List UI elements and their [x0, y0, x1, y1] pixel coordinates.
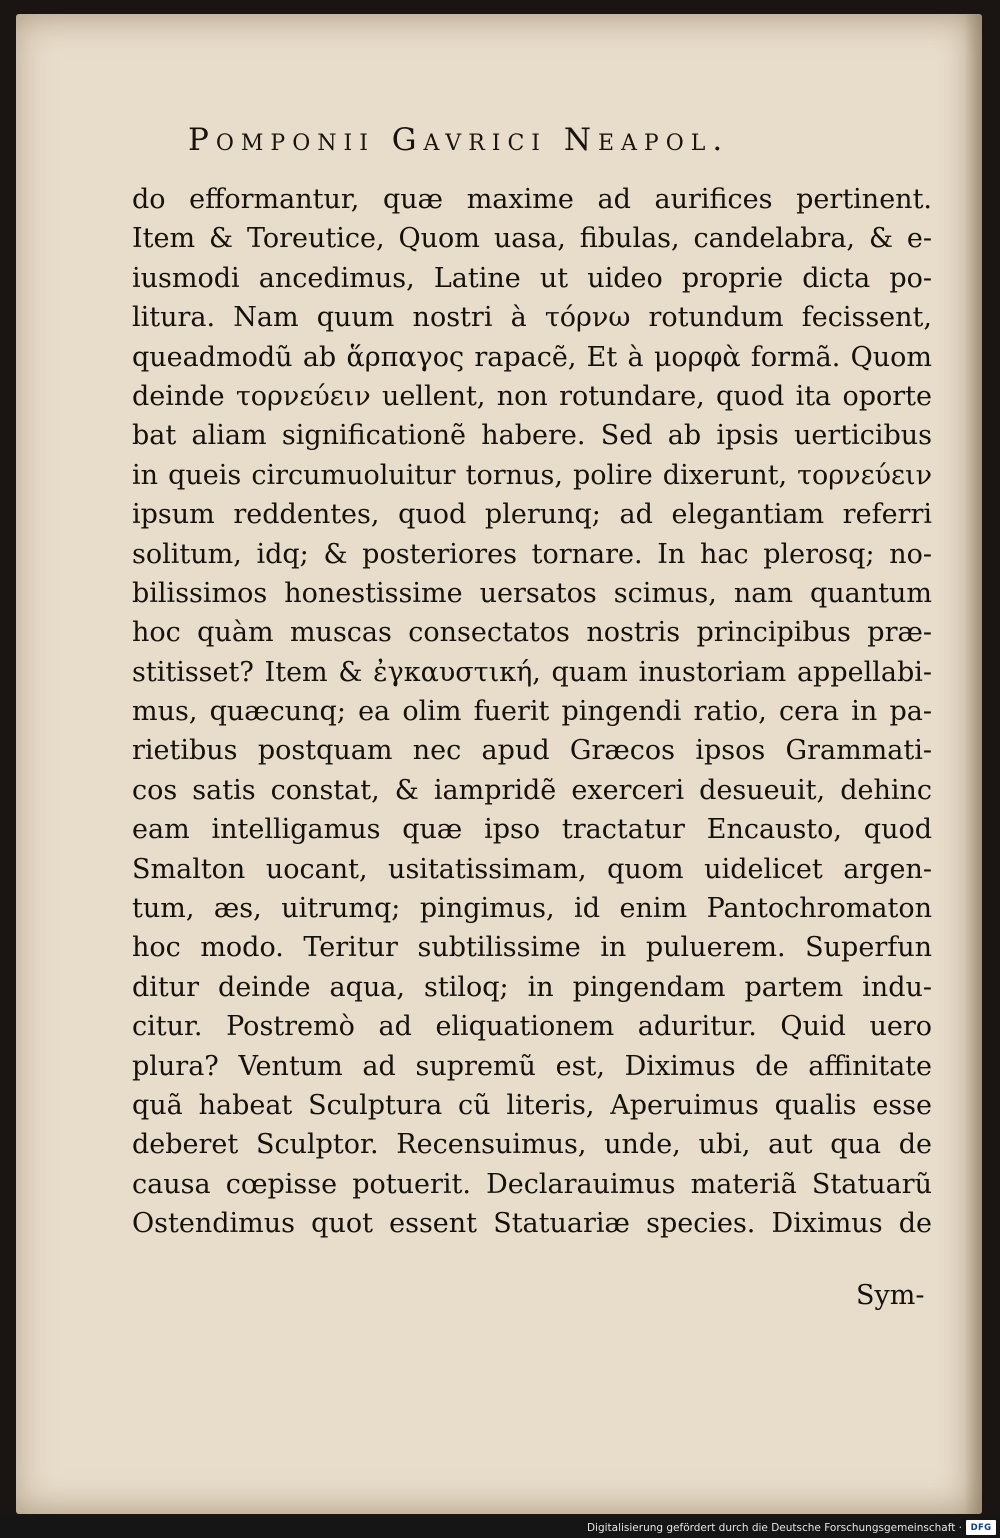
page-edge-shadow	[964, 14, 982, 1514]
text-line: queadmodũ ab ἅρπαγος rapacẽ, Et à μορφὰ formã. Quom	[132, 341, 932, 373]
text-line: iusmodi ancedimus, Latine ut uideo proprie dicta po-	[132, 262, 932, 294]
text-line: in queis circumuoluitur tornus, polire dixerunt, τορνεύειν	[132, 459, 932, 491]
footer-bar	[0, 1516, 1000, 1538]
text-block	[132, 180, 932, 1244]
text-line: litura. Nam quum nostri à τόρνω rotundum fecissent,	[132, 302, 932, 334]
text-line: do efformantur, quæ maxime ad aurifices pertinent.	[132, 184, 932, 215]
text-line: deinde τορνεύειν uellent, non rotundare, quod ita oporte	[132, 380, 932, 412]
text-line: rietibus postquam nec apud Græcos ipsos Grammati-	[132, 735, 932, 767]
text-line: citur. Postremò ad eliquationem aduritur. Quid uero	[132, 1011, 932, 1043]
text-line: deberet Sculptor. Recensuimus, unde, ubi, aut qua de	[132, 1129, 932, 1161]
book-page	[16, 14, 982, 1514]
text-line: stitisset? Item & ἐγκαυστική, quam inustoriam appellabi-	[132, 656, 932, 688]
running-head: Pomponii Gavrici Neapol.	[188, 122, 730, 158]
text-line: mus, quæcunq; ea olim fuerit pingendi ratio, cera in pa-	[132, 696, 932, 728]
text-line: eam intelligamus quæ ipso tractatur Encausto, quod	[132, 814, 932, 846]
text-line: plura? Ventum ad supremũ est, Diximus de affinitate	[132, 1050, 932, 1082]
text-line: ipsum reddentes, quod plerunq; ad elegantiam referri	[132, 499, 932, 531]
catchword: Sym-	[856, 1280, 925, 1311]
text-line: Ostendimus quot essent Statuariæ species. Diximus de	[132, 1208, 932, 1240]
text-line: quã habeat Sculptura cũ literis, Aperuimus qualis esse	[132, 1089, 932, 1121]
text-line: cos satis constat, & iampridẽ exerceri desueuit, dehinc	[132, 774, 932, 806]
text-line: causa cœpisse potuerit. Declarauimus materiã Statuarũ	[132, 1168, 932, 1200]
text-line: bat aliam significationẽ habere. Sed ab ipsis uerticibus	[132, 420, 932, 452]
dfg-logo[interactable]: DFG	[966, 1520, 996, 1535]
text-line: tum, æs, uitrumq; pingimus, id enim Pantochromaton	[132, 893, 932, 925]
text-line: solitum, idq; & posteriores tornare. In hac plerosq; no-	[132, 538, 932, 570]
text-line: hoc modo. Teritur subtilissime in puluerem. Superfun	[132, 932, 932, 964]
text-line: Item & Toreutice, Quom uasa, fibulas, candelabra, & e-	[132, 223, 932, 255]
funding-credit: Digitalisierung gefördert durch die Deutsche Forschungsgemeinschaft ·	[586, 1522, 962, 1534]
text-line: Smalton uocant, usitatissimam, quom uidelicet argen-	[132, 853, 932, 885]
text-line: ditur deinde aqua, stiloq; in pingendam partem indu-	[132, 971, 932, 1003]
text-line: hoc quàm muscas consectatos nostris principibus præ-	[132, 617, 932, 649]
text-line: bilissimos honestissime uersatos scimus, nam quantum	[132, 577, 932, 609]
